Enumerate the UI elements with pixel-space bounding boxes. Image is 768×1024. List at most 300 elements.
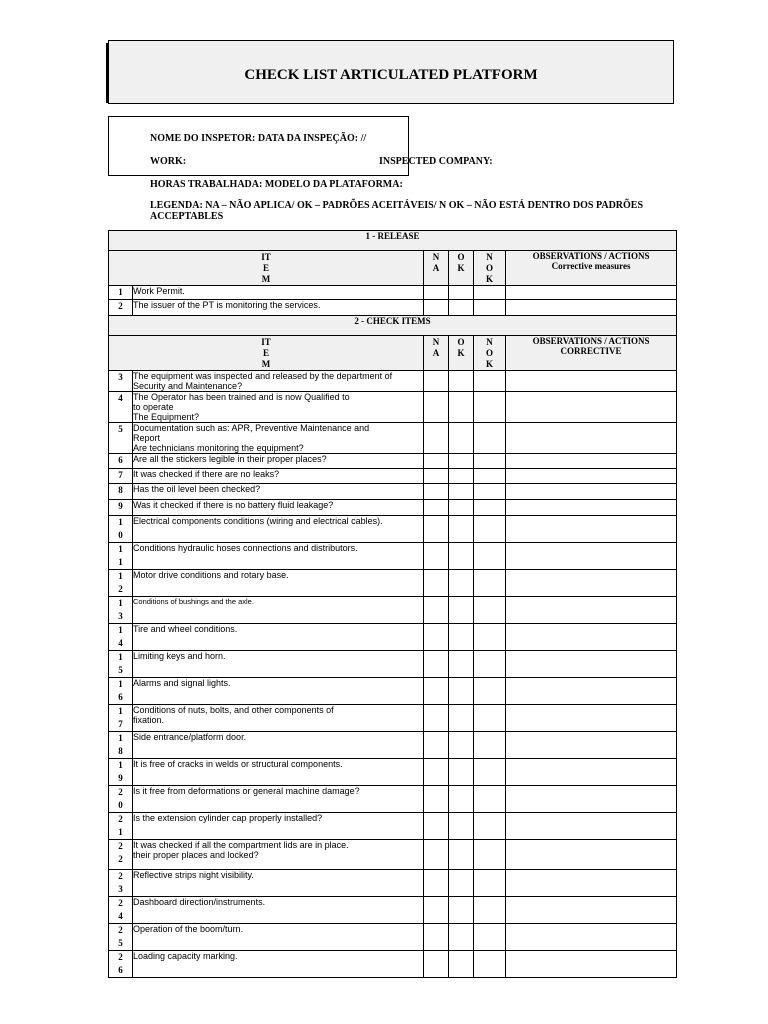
item-number (109, 705, 133, 732)
ok-checkbox-cell[interactable] (449, 870, 474, 897)
ok-checkbox-cell[interactable] (449, 454, 474, 469)
nok-column-header-char: N (486, 252, 493, 262)
item-description (133, 392, 424, 423)
item-description (133, 371, 424, 392)
inspected-company-label: INSPECTED COMPANY: (379, 156, 493, 167)
nok-checkbox-cell[interactable] (474, 678, 506, 705)
na-checkbox-cell[interactable] (424, 454, 449, 469)
item-description (133, 759, 424, 786)
item-number-digit: 2 (118, 952, 123, 962)
na-checkbox-cell[interactable] (424, 597, 449, 624)
item-number-digit: 1 (118, 287, 123, 297)
nok-checkbox-cell[interactable] (474, 392, 506, 423)
observations-input-cell[interactable] (506, 813, 677, 840)
ok-column-header-char: K (457, 348, 465, 358)
observations-input-cell[interactable] (506, 840, 677, 870)
ok-column-header-char: O (457, 337, 465, 347)
nok-checkbox-cell[interactable] (474, 840, 506, 870)
item-number (109, 570, 133, 597)
observations-input-cell[interactable] (506, 897, 677, 924)
na-checkbox-cell[interactable] (424, 570, 449, 597)
item-number-digit: 1 (118, 598, 123, 608)
legend-line-2: ACCEPTABLES (150, 211, 224, 222)
checklist-table (108, 230, 677, 978)
observations-input-cell[interactable] (506, 500, 677, 516)
nok-column-header (474, 336, 506, 371)
section-title-row (109, 231, 677, 251)
na-checkbox-cell[interactable] (424, 897, 449, 924)
observations-input-cell[interactable] (506, 469, 677, 484)
item-description (133, 286, 424, 300)
item-description (133, 951, 424, 978)
item-number-digit: 3 (118, 611, 123, 621)
item-description-line: Is the extension cylinder cap properly installed? (133, 813, 323, 823)
nok-column-header-char: O (485, 263, 493, 273)
item-number-digit: 5 (118, 424, 123, 434)
item-description (133, 924, 424, 951)
ok-checkbox-cell[interactable] (449, 423, 474, 454)
item-number-digit: 2 (118, 787, 123, 797)
item-description-line: Documentation such as: APR, Preventive Maintenance and (133, 423, 370, 433)
na-checkbox-cell[interactable] (424, 371, 449, 392)
item-number (109, 516, 133, 543)
item-description-line: Alarms and signal lights. (133, 678, 231, 688)
na-checkbox-cell[interactable] (424, 924, 449, 951)
ok-checkbox-cell[interactable] (449, 516, 474, 543)
observations-column-header (506, 336, 677, 371)
ok-checkbox-cell[interactable] (449, 624, 474, 651)
item-number (109, 951, 133, 978)
ok-checkbox-cell[interactable] (449, 392, 474, 423)
title-box-edge (106, 43, 108, 103)
work-label: WORK: (150, 156, 187, 167)
item-description-line: Conditions hydraulic hoses connections and distributors. (133, 543, 358, 553)
item-number-digit: 9 (118, 501, 123, 511)
nok-checkbox-cell[interactable] (474, 870, 506, 897)
nok-checkbox-cell[interactable] (474, 597, 506, 624)
item-number (109, 786, 133, 813)
item-number-digit: 1 (118, 517, 123, 527)
item-description (133, 516, 424, 543)
observations-input-cell[interactable] (506, 286, 677, 300)
na-column-header-char: A (432, 348, 440, 358)
nok-checkbox-cell[interactable] (474, 924, 506, 951)
item-number (109, 469, 133, 484)
na-checkbox-cell[interactable] (424, 732, 449, 759)
nok-checkbox-cell[interactable] (474, 543, 506, 570)
item-column-header-letters (109, 336, 423, 370)
item-number (109, 678, 133, 705)
na-checkbox-cell[interactable] (424, 516, 449, 543)
nok-checkbox-cell[interactable] (474, 570, 506, 597)
item-description (133, 454, 424, 469)
nok-column-header-char: K (485, 274, 493, 284)
legend (150, 200, 650, 222)
observations-input-cell[interactable] (506, 423, 677, 454)
item-description-line: Was it checked if there is no battery fluid leakage? (133, 500, 334, 510)
item-number-digit: 1 (118, 571, 123, 581)
checklist-row (109, 597, 677, 624)
observations-input-cell[interactable] (506, 371, 677, 392)
item-description (133, 484, 424, 500)
column-header-row (109, 251, 677, 286)
item-description-line: Dashboard direction/instruments. (133, 897, 266, 907)
item-number (109, 840, 133, 870)
ok-checkbox-cell[interactable] (449, 840, 474, 870)
ok-column-header-char: O (457, 252, 465, 262)
na-checkbox-cell[interactable] (424, 484, 449, 500)
item-description-line: Has the oil level been checked? (133, 484, 261, 494)
item-description-line: Work Permit. (133, 286, 185, 296)
ok-checkbox-cell[interactable] (449, 732, 474, 759)
checklist-row (109, 759, 677, 786)
ok-checkbox-cell[interactable] (449, 300, 474, 316)
observations-input-cell[interactable] (506, 951, 677, 978)
item-column-header-char: E (262, 348, 269, 358)
na-checkbox-cell[interactable] (424, 840, 449, 870)
item-number (109, 392, 133, 423)
item-description-line: Limiting keys and horn. (133, 651, 226, 661)
checklist-row (109, 371, 677, 392)
item-column-header (109, 336, 424, 371)
checklist-row (109, 300, 677, 316)
item-description (133, 500, 424, 516)
item-description (133, 897, 424, 924)
item-number-digit: 8 (118, 485, 123, 495)
ok-checkbox-cell[interactable] (449, 371, 474, 392)
observations-input-cell[interactable] (506, 516, 677, 543)
observations-input-cell[interactable] (506, 870, 677, 897)
item-description-line: Report (133, 433, 161, 443)
item-column-header-char: IT (261, 252, 271, 262)
na-column-header-letters (424, 251, 448, 274)
nok-checkbox-cell[interactable] (474, 454, 506, 469)
ok-checkbox-cell[interactable] (449, 500, 474, 516)
item-number-digit: 3 (118, 372, 123, 382)
checklist-row (109, 484, 677, 500)
item-description (133, 597, 424, 624)
nok-checkbox-cell[interactable] (474, 516, 506, 543)
nok-checkbox-cell[interactable] (474, 786, 506, 813)
item-number (109, 597, 133, 624)
item-number-digit: 1 (118, 544, 123, 554)
item-number (109, 371, 133, 392)
column-header-row (109, 336, 677, 371)
ok-column-header-letters (449, 336, 473, 359)
section-title-row (109, 316, 677, 336)
item-number-digit: 4 (118, 911, 123, 921)
nok-checkbox-cell[interactable] (474, 300, 506, 316)
item-number-digit: 7 (118, 719, 123, 729)
item-number (109, 813, 133, 840)
item-column-header-char: M (261, 359, 271, 369)
na-checkbox-cell[interactable] (424, 423, 449, 454)
ok-checkbox-cell[interactable] (449, 924, 474, 951)
observations-column-header (506, 251, 677, 286)
item-column-header-letters (109, 251, 423, 285)
item-number (109, 651, 133, 678)
item-column-header-char: IT (261, 337, 271, 347)
item-number-digit: 5 (118, 665, 123, 675)
na-checkbox-cell[interactable] (424, 870, 449, 897)
item-number-digit: 2 (118, 871, 123, 881)
item-description (133, 570, 424, 597)
item-number-digit: 1 (118, 760, 123, 770)
item-number (109, 454, 133, 469)
ok-checkbox-cell[interactable] (449, 286, 474, 300)
na-checkbox-cell[interactable] (424, 786, 449, 813)
item-description-line: The Equipment? (133, 412, 200, 422)
item-number-digit: 0 (118, 530, 123, 540)
item-number-digit: 1 (118, 706, 123, 716)
nok-checkbox-cell[interactable] (474, 371, 506, 392)
checklist-row (109, 651, 677, 678)
checklist-row (109, 469, 677, 484)
item-description-line: It was checked if all the compartment lids are in place. (133, 840, 349, 850)
checklist-row (109, 870, 677, 897)
item-number-digit: 7 (118, 470, 123, 480)
nok-checkbox-cell[interactable] (474, 705, 506, 732)
item-number-digit: 2 (118, 301, 123, 311)
checklist-row (109, 624, 677, 651)
item-number-digit: 2 (118, 841, 123, 851)
na-column-header-char: N (432, 337, 440, 347)
item-number (109, 500, 133, 516)
na-column-header (424, 336, 449, 371)
item-description-line: their proper places and locked? (133, 850, 259, 860)
item-description-line: It was checked if there are no leaks? (133, 469, 280, 479)
item-number (109, 286, 133, 300)
na-checkbox-cell[interactable] (424, 759, 449, 786)
observations-input-cell[interactable] (506, 597, 677, 624)
observations-header-line-2: CORRECTIVE (560, 346, 622, 356)
checklist-row (109, 732, 677, 759)
item-number (109, 924, 133, 951)
item-description (133, 651, 424, 678)
ok-checkbox-cell[interactable] (449, 951, 474, 978)
na-checkbox-cell[interactable] (424, 951, 449, 978)
na-column-header-letters (424, 336, 448, 359)
item-description-line: Electrical components conditions (wiring and electrical cables). (133, 516, 383, 526)
item-description-line: to operate (133, 402, 174, 412)
na-checkbox-cell[interactable] (424, 678, 449, 705)
item-description (133, 813, 424, 840)
ok-checkbox-cell[interactable] (449, 759, 474, 786)
checklist-row (109, 392, 677, 423)
observations-input-cell[interactable] (506, 624, 677, 651)
nok-column-header-char: K (485, 359, 493, 369)
checklist-row (109, 543, 677, 570)
item-description-line: Conditions of nuts, bolts, and other components of (133, 705, 334, 715)
na-checkbox-cell[interactable] (424, 300, 449, 316)
nok-checkbox-cell[interactable] (474, 759, 506, 786)
item-description (133, 840, 424, 870)
checklist-row (109, 570, 677, 597)
item-column-header-char: M (261, 274, 271, 284)
item-number-digit: 2 (118, 925, 123, 935)
item-number-digit: 2 (118, 584, 123, 594)
item-number-digit: 9 (118, 773, 123, 783)
nok-checkbox-cell[interactable] (474, 286, 506, 300)
item-description (133, 624, 424, 651)
item-column-header (109, 251, 424, 286)
item-description-line: The equipment was inspected and released by the department of (133, 371, 393, 381)
checklist-row (109, 813, 677, 840)
item-description-line: Are technicians monitoring the equipment? (133, 443, 304, 453)
nok-checkbox-cell[interactable] (474, 651, 506, 678)
observations-input-cell[interactable] (506, 678, 677, 705)
nok-checkbox-cell[interactable] (474, 813, 506, 840)
checklist-row (109, 951, 677, 978)
checklist-row (109, 286, 677, 300)
observations-input-cell[interactable] (506, 484, 677, 500)
nok-column-header-char: O (485, 348, 493, 358)
observations-input-cell[interactable] (506, 759, 677, 786)
observations-input-cell[interactable] (506, 392, 677, 423)
ok-column-header (449, 336, 474, 371)
title-box (108, 40, 674, 104)
item-number-digit: 1 (118, 827, 123, 837)
nok-column-header-letters (474, 251, 505, 285)
ok-checkbox-cell[interactable] (449, 597, 474, 624)
item-number (109, 543, 133, 570)
item-number-digit: 1 (118, 733, 123, 743)
ok-checkbox-cell[interactable] (449, 897, 474, 924)
item-number-digit: 2 (118, 814, 123, 824)
item-number-digit: 1 (118, 652, 123, 662)
na-checkbox-cell[interactable] (424, 392, 449, 423)
item-number-digit: 6 (118, 965, 123, 975)
item-description-line: The issuer of the PT is monitoring the services. (133, 300, 321, 310)
item-number-digit: 6 (118, 455, 123, 465)
inspector-date-label: NOME DO INSPETOR: DATA DA INSPEÇÃO: // (150, 133, 367, 144)
item-description (133, 732, 424, 759)
nok-checkbox-cell[interactable] (474, 732, 506, 759)
checklist-row (109, 516, 677, 543)
item-number-digit: 3 (118, 884, 123, 894)
observations-input-cell[interactable] (506, 786, 677, 813)
na-checkbox-cell[interactable] (424, 543, 449, 570)
na-checkbox-cell[interactable] (424, 813, 449, 840)
checklist-row (109, 678, 677, 705)
item-description (133, 786, 424, 813)
ok-checkbox-cell[interactable] (449, 543, 474, 570)
document-title: CHECK LIST ARTICULATED PLATFORM (244, 67, 538, 83)
item-number (109, 300, 133, 316)
item-number-digit: 5 (118, 938, 123, 948)
item-description-line: Reflective strips night visibility. (133, 870, 254, 880)
observations-header-line-1: OBSERVATIONS / ACTIONS (532, 251, 650, 261)
section-title: 1 - RELEASE (109, 231, 677, 251)
na-column-header (424, 251, 449, 286)
ok-checkbox-cell[interactable] (449, 705, 474, 732)
item-description-line: Are all the stickers legible in their proper places? (133, 454, 327, 464)
nok-checkbox-cell[interactable] (474, 951, 506, 978)
item-description (133, 705, 424, 732)
inspector-info-box (108, 116, 409, 176)
item-description-line: Side entrance/platform door. (133, 732, 247, 742)
item-number-digit: 2 (118, 898, 123, 908)
observations-input-cell[interactable] (506, 300, 677, 316)
observations-input-cell[interactable] (506, 570, 677, 597)
section-title: 2 - CHECK ITEMS (109, 316, 677, 336)
nok-column-header-letters (474, 336, 505, 370)
item-column-header-char: E (262, 263, 269, 273)
ok-checkbox-cell[interactable] (449, 570, 474, 597)
item-number (109, 732, 133, 759)
item-number-digit: 6 (118, 692, 123, 702)
item-number-digit: 0 (118, 800, 123, 810)
ok-checkbox-cell[interactable] (449, 786, 474, 813)
item-description-line: Conditions of bushings and the axle. (133, 597, 254, 606)
item-number-digit: 1 (118, 679, 123, 689)
item-description-line: Operation of the boom/turn. (133, 924, 244, 934)
item-number-digit: 4 (118, 638, 123, 648)
item-number-digit: 1 (118, 625, 123, 635)
nok-checkbox-cell[interactable] (474, 897, 506, 924)
item-description (133, 543, 424, 570)
item-number-digit: 1 (118, 557, 123, 567)
observations-header-line-1: OBSERVATIONS / ACTIONS (532, 336, 650, 346)
item-number (109, 897, 133, 924)
nok-checkbox-cell[interactable] (474, 469, 506, 484)
na-checkbox-cell[interactable] (424, 286, 449, 300)
nok-checkbox-cell[interactable] (474, 484, 506, 500)
item-description (133, 469, 424, 484)
ok-checkbox-cell[interactable] (449, 469, 474, 484)
nok-checkbox-cell[interactable] (474, 624, 506, 651)
checklist-row (109, 423, 677, 454)
item-description (133, 678, 424, 705)
nok-column-header (474, 251, 506, 286)
nok-column-header-char: N (486, 337, 493, 347)
checklist-row (109, 924, 677, 951)
na-checkbox-cell[interactable] (424, 469, 449, 484)
item-number (109, 484, 133, 500)
item-description-line: Motor drive conditions and rotary base. (133, 570, 289, 580)
observations-input-cell[interactable] (506, 454, 677, 469)
ok-column-header (449, 251, 474, 286)
ok-checkbox-cell[interactable] (449, 484, 474, 500)
item-description (133, 870, 424, 897)
checklist-row (109, 897, 677, 924)
hours-model-label: HORAS TRABALHADA: MODELO DA PLATAFORMA: (150, 179, 403, 190)
nok-checkbox-cell[interactable] (474, 423, 506, 454)
observations-input-cell[interactable] (506, 651, 677, 678)
ok-checkbox-cell[interactable] (449, 651, 474, 678)
ok-checkbox-cell[interactable] (449, 678, 474, 705)
item-number-digit: 4 (118, 393, 123, 403)
checklist-row (109, 705, 677, 732)
item-description-line: Security and Maintenance? (133, 381, 243, 391)
na-checkbox-cell[interactable] (424, 705, 449, 732)
observations-input-cell[interactable] (506, 543, 677, 570)
item-number-digit: 8 (118, 746, 123, 756)
observations-input-cell[interactable] (506, 732, 677, 759)
observations-input-cell[interactable] (506, 924, 677, 951)
na-checkbox-cell[interactable] (424, 624, 449, 651)
na-checkbox-cell[interactable] (424, 500, 449, 516)
item-description-line: It is free of cracks in welds or structural components. (133, 759, 343, 769)
item-number (109, 759, 133, 786)
ok-checkbox-cell[interactable] (449, 813, 474, 840)
nok-checkbox-cell[interactable] (474, 500, 506, 516)
checklist-row (109, 786, 677, 813)
item-description-line: Loading capacity marking. (133, 951, 238, 961)
observations-input-cell[interactable] (506, 705, 677, 732)
item-description (133, 300, 424, 316)
na-checkbox-cell[interactable] (424, 651, 449, 678)
